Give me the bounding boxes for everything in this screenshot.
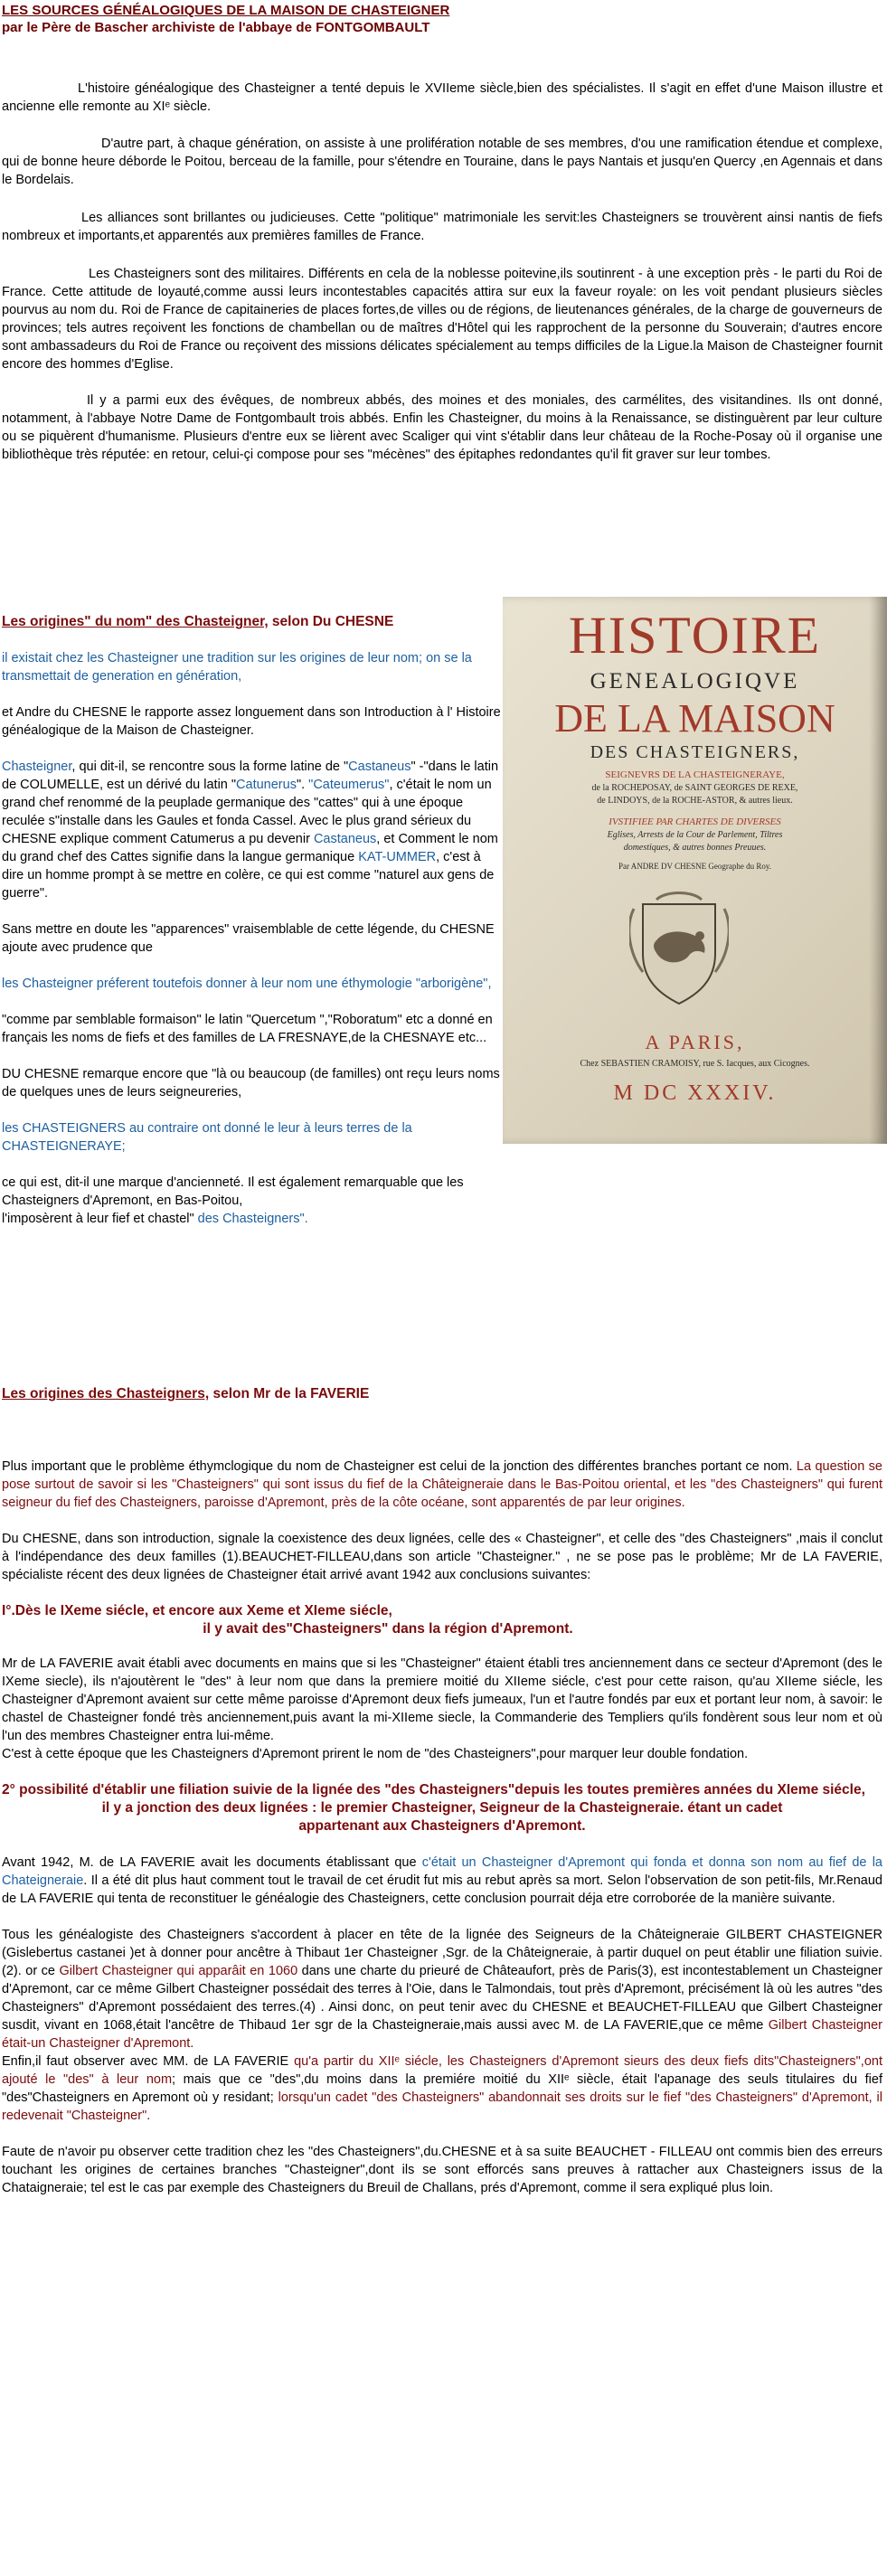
conclusion-heading-1: I°.Dès le IXeme siécle, et encore aux Xeme et XIeme siécle, il y avait des"Chasteigners" dans la région d'Apremont. — [2, 1603, 573, 1637]
paragraph: Faute de n'avoir pu observer cette tradition chez les "des Chasteigners",du.CHESNE et à sa suite BEAUCHET - FILLEAU ont commis bien des erreurs touchant les origines de certaines branches "Chasteigner",dont ils se sont efforcés sans preuves à rattacher aux Chasteigners issus de la Chataigneraie; tel est le cas par exemple des Chasteigners du Breuil de Challans, prés d'Apremont, comme il sera expliqué plus loin. — [2, 2145, 882, 2195]
paragraph: Plus important que le problème éthymclogique du nom de Chasteigner est celui de la jonction des différentes branches portant ce nom. La question se pose surtout de savoir si les "Chasteigners" qui sont issus du fief de la Châteigneraie dans le Bas-Poitou oriental, et les "des Chasteigners" qui furent seigneur du fief des Chasteigners, paroisse d'Apremont, près de la côte océane, sont apparentés de par leur origines. — [2, 1459, 882, 1510]
intro — [2, 80, 882, 464]
page-title: LES SOURCES GÉNÉALOGIQUES DE LA MAISON DE CHASTEIGNER — [2, 3, 450, 18]
intro-paragraph: Il y a parmi eux des évêques, de nombreux abbés, des moines et des moniales, des carmélites, des visitandines. Ils ont donné, notamment, à l'abbaye Notre Dame de Fontgombault trois abbés. Enfin les Chasteigner, du moins à la Renaissance, se distinguèrent par leur culture ou se piquèrent d'humanisme. Plusieurs d'entre eux se lièrent avec Scaliger qui vint s'établir dans leur château de la Roche-Posay où il organise une bibliothèque très réputée: en retour, celui-çi compose pour ses "mécènes" des épitaphes redondantes qu'il fit graver sur leur tombes. — [2, 393, 882, 462]
paragraph: Avant 1942, M. de LA FAVERIE avait les documents établissant que c'était un Chasteigner d'Apremont qui fonda et donna son nom au fief de la Chateigneraie. Il a été dit plus haut comment tout le travail de cet érudit fut mis au rebut après sa mort. Selon l'observation de son petit-fils, Mr.Renaud de LA FAVERIE qui tenta de reconstituer le généalogie des Chasteigners, cette conclusion pourrait déja etre corroborée de la manière suivante. — [2, 1855, 882, 1906]
paragraph: ce qui est, dit-il une marque d'ancienneté. Il est également remarquable que les Chasteigners d'Apremont, en Bas-Poitou, — [2, 1175, 464, 1208]
paragraph: Chasteigner, qui dit-il, se rencontre sous la forme latine de "Castaneus" -"dans le latin de COLUMELLE, est un dérivé du latin "Catunerus". "Cateumerus", c'était le nom un grand chef renommé de la peuplade germanique des "cattes" qui à une époque reculée s"installe dans les Gaules et fonda Cassel. Avec le plus grand sérieux du CHESNE explique comment Catumerus a pu devenir Castaneus, et Comment le nom du grand chef des Cattes signifie dans la langue germanique KAT-UMMER, c'est à dire un homme prompt à se mettre en colère, ce qui est comme "naturel aux gens de guerre". — [2, 760, 499, 901]
header — [2, 2, 449, 36]
page-subtitle: par le Père de Bascher archiviste de l'abbaye de FONTGOMBAULT — [2, 20, 430, 35]
paragraph: il existait chez les Chasteigner une tradition sur les origines de leur nom; on se la transmettait de generation en génération, — [2, 651, 472, 684]
book-cover-image: HISTOIRE GENEALOGIQVE DE LA MAISON DES CHASTEIGNERS, SEIGNEVRS DE LA CHASTEIGNERAYE, de la ROCHEPOSAY, de SAINT GEORGES DE REXE, de LINDOYS, de la ROCHE-ASTOR, & autres lieux. IVSTIFIEE PAR CHARTES DE DIVERSES Eglises, Arrests de la Cour de Parlement, Tiltres domestiques, & autres bonnes Preuues. Par ANDRE DV CHESNE Geographe du Roy. A PARIS, Chez SEBASTIEN CRAMOISY, rue S. Iacques, aux Cicognes. M DC XXXIV. — [503, 597, 887, 1144]
paragraph: les Chasteigner préferent toutefois donner à leur nom une éthymologie "arborigène", — [2, 977, 492, 991]
section-title: Les origines des Chasteigners, selon Mr de la FAVERIE — [2, 1386, 370, 1401]
conclusion-heading-2: 2° possibilité d'établir une filiation suivie de la lignée des "des Chasteigners"depuis les toutes premières années du XIeme siécle, il y a jonction des deux lignées : le premier Chasteigner, Seigneur de la Chasteigneraie. étant un cadet appartenant aux Chasteigners d'Apremont. — [2, 1782, 865, 1834]
paragraph: C'est à cette époque que les Chasteigners d'Apremont prirent le nom de "des Chasteigners",pour marquer leur double fondation. — [2, 1747, 749, 1761]
paragraph: Tous les généalogiste des Chasteigners s'accordent à placer en tête de la lignée des Seigneurs de la Châteigneraie GILBERT CHASTEIGNER (Gislebertus castanei )et à donner pour ancêtre à Thibaut 1er Chasteigner ,Sgr. de la Châteigneraie, à partir duquel on peut établir une filiation suivie. (2). or ce Gilbert Chasteigner qui apparâit en 1060 dans une charte du prieuré de Châteaufort, près de Paris(3), est incontestablement un Chasteigner d'Apremont, car ce même Gilbert Chasteigner possédait des terres à l'Oie, dans le Talmondais, tout près d'Apremont, précisément là où les autres "des Chasteigners" d'Apremont possédaient des terres.(4) . Ainsi donc, on peut tenir avec du CHESNE et BEAUCHET-FILLEAU que Gilbert Chasteigner susdit, vivant en 1068,était l'ancêtre de Thibaud 1er sgr de la Chasteigneraie,mais aussi avec M. de LA FAVERIE,que ce même Gilbert Chasteigner était-un Chasteigner d'Apremont. — [2, 1928, 882, 2051]
section-faverie — [2, 1385, 882, 2197]
paragraph: Sans mettre en doute les "apparences" vraisemblable de cette légende, du CHESNE ajoute avec prudence que — [2, 922, 495, 955]
paragraph: Mr de LA FAVERIE avait établi avec documents en mains que si les "Chasteigner" étaient établi tres anciennement dans ce secteur d'Apremont (des le IXeme siecle), ils n'ajoutèrent le "des" à leur nom que dans la premiere moitié du XIIeme siécle, c'est pour cette raison, qu'au XIIeme siécle, les Chasteigner d'Apremont avaient sur cette même paroisse d'Apremont deux fiefs jumeaux, l'un et l'autre fondés par eux et portant leur nom, à savoir: le chastel de Chasteigner fondé très anciennement,puis avant la mi-XIIeme siecle, la Commanderie des Templiers qu'ils fondèrent sous leur nom et où l'un des membres Chasteigner entra lui-même. — [2, 1656, 882, 1743]
paragraph: les CHASTEIGNERS au contraire ont donné le leur à leurs terres de la CHASTEIGNERAYE; — [2, 1121, 412, 1154]
paragraph: DU CHESNE remarque encore que "là ou beaucoup (de familles) ont reçu leurs noms de quelques unes de leurs seigneureries, — [2, 1067, 500, 1099]
paragraph: l'imposèrent à leur fief et chastel" des Chasteigners". — [2, 1212, 308, 1226]
paragraph: Du CHESNE, dans son introduction, signale la coexistence des deux lignées, celle des « Chasteigner", et celle des "des Chasteigners" ,mais il conclut à l'indépendance des deux familles (1).BEAUCHET-FILLEAU,dans son article "Chasteigner." , ne se pose pas le problème; Mr de LA FAVERIE, spécialiste récent des deux lignées de Chasteigner était arrivé avant 1942 aux conclusions suivantes: — [2, 1532, 882, 1582]
paragraph: Enfin,il faut observer avec MM. de LA FAVERIE qu'a partir du XIIᵉ siécle, les Chasteigners d'Apremont sieurs des deux fiefs dits"Chasteigners",ont ajouté le "des" à leur nom; mais que ce "des",du moins dans la premiére moitié du XIIᵉ siècle, était l'apanage des seuls titulaires du fief "des"Chasteigners en Apremont où y residant; lorsqu'un cadet "des Chasteigners" abandonnait ses droits sur le fief "des Chasteigners" d'Apremont, il redevenait "Chasteigner". — [2, 2054, 882, 2123]
section-du-chesne — [2, 613, 501, 1228]
section-title: Les origines" du nom" des Chasteigner, selon Du CHESNE — [2, 614, 394, 629]
paragraph: "comme par semblable formaison" le latin "Quercetum ","Roboratum" etc a donné en français les noms de fiefs et des familles de LA FRESNAYE,de la CHESNAYE etc... — [2, 1013, 493, 1045]
paragraph: et Andre du CHESNE le rapporte assez longuement dans son Introduction à l' Histoire généalogique de la Maison de Chasteigner. — [2, 705, 501, 738]
intro-paragraph: L'histoire généalogique des Chasteigner a tenté depuis le XVIIeme siècle,bien des spécialistes. Il s'agit en effet d'une Maison illustre et ancienne elle remonte au XIᵉ siècle. — [2, 81, 882, 114]
intro-paragraph: Les Chasteigners sont des militaires. Différents en cela de la noblesse poitevine,ils soutinrent - à une exception près - le parti du Roi de France. Cette attitude de loyauté,comme aussi leurs incontestables capacités attira sur eux la faveur royale: on les voit pendant plusieurs siècles pourvus au nom du. Roi de France de capitaineries de places fortes,de villes ou de régions, de lieutenances générales, de la charge de gouverneurs de provinces; tels autres reçoivent les fonctions de chambellan ou de maîtres d'Hôtel qui les rapprochent de la personne du Souverain; d'autres encore sont ambassadeurs du Roi de France ou reçoivent des missions délicates spécialement au temps difficiles de la Ligue.la Maison de Chasteigner fournit encore des hommes d'Eglise. — [2, 267, 882, 372]
coat-of-arms-icon — [629, 891, 729, 1008]
intro-paragraph: D'autre part, à chaque génération, on assiste à une prolifération notable de ses membres, d'ou une ramification étendue et complexe, qui de bonne heure déborde le Poitou, berceau de la famille, pour s'étendre en Touraine, dans le pays Nantais et jusqu'en Quercy ,en Agennais et dans le Bordelais. — [2, 137, 882, 187]
intro-paragraph: Les alliances sont brillantes ou judicieuses. Cette "politique" matrimoniale les servit:les Chasteigners se trouvèrent ainsi nantis de fiefs nombreux et importants,et apparentés aux premières familles de France. — [2, 211, 882, 243]
